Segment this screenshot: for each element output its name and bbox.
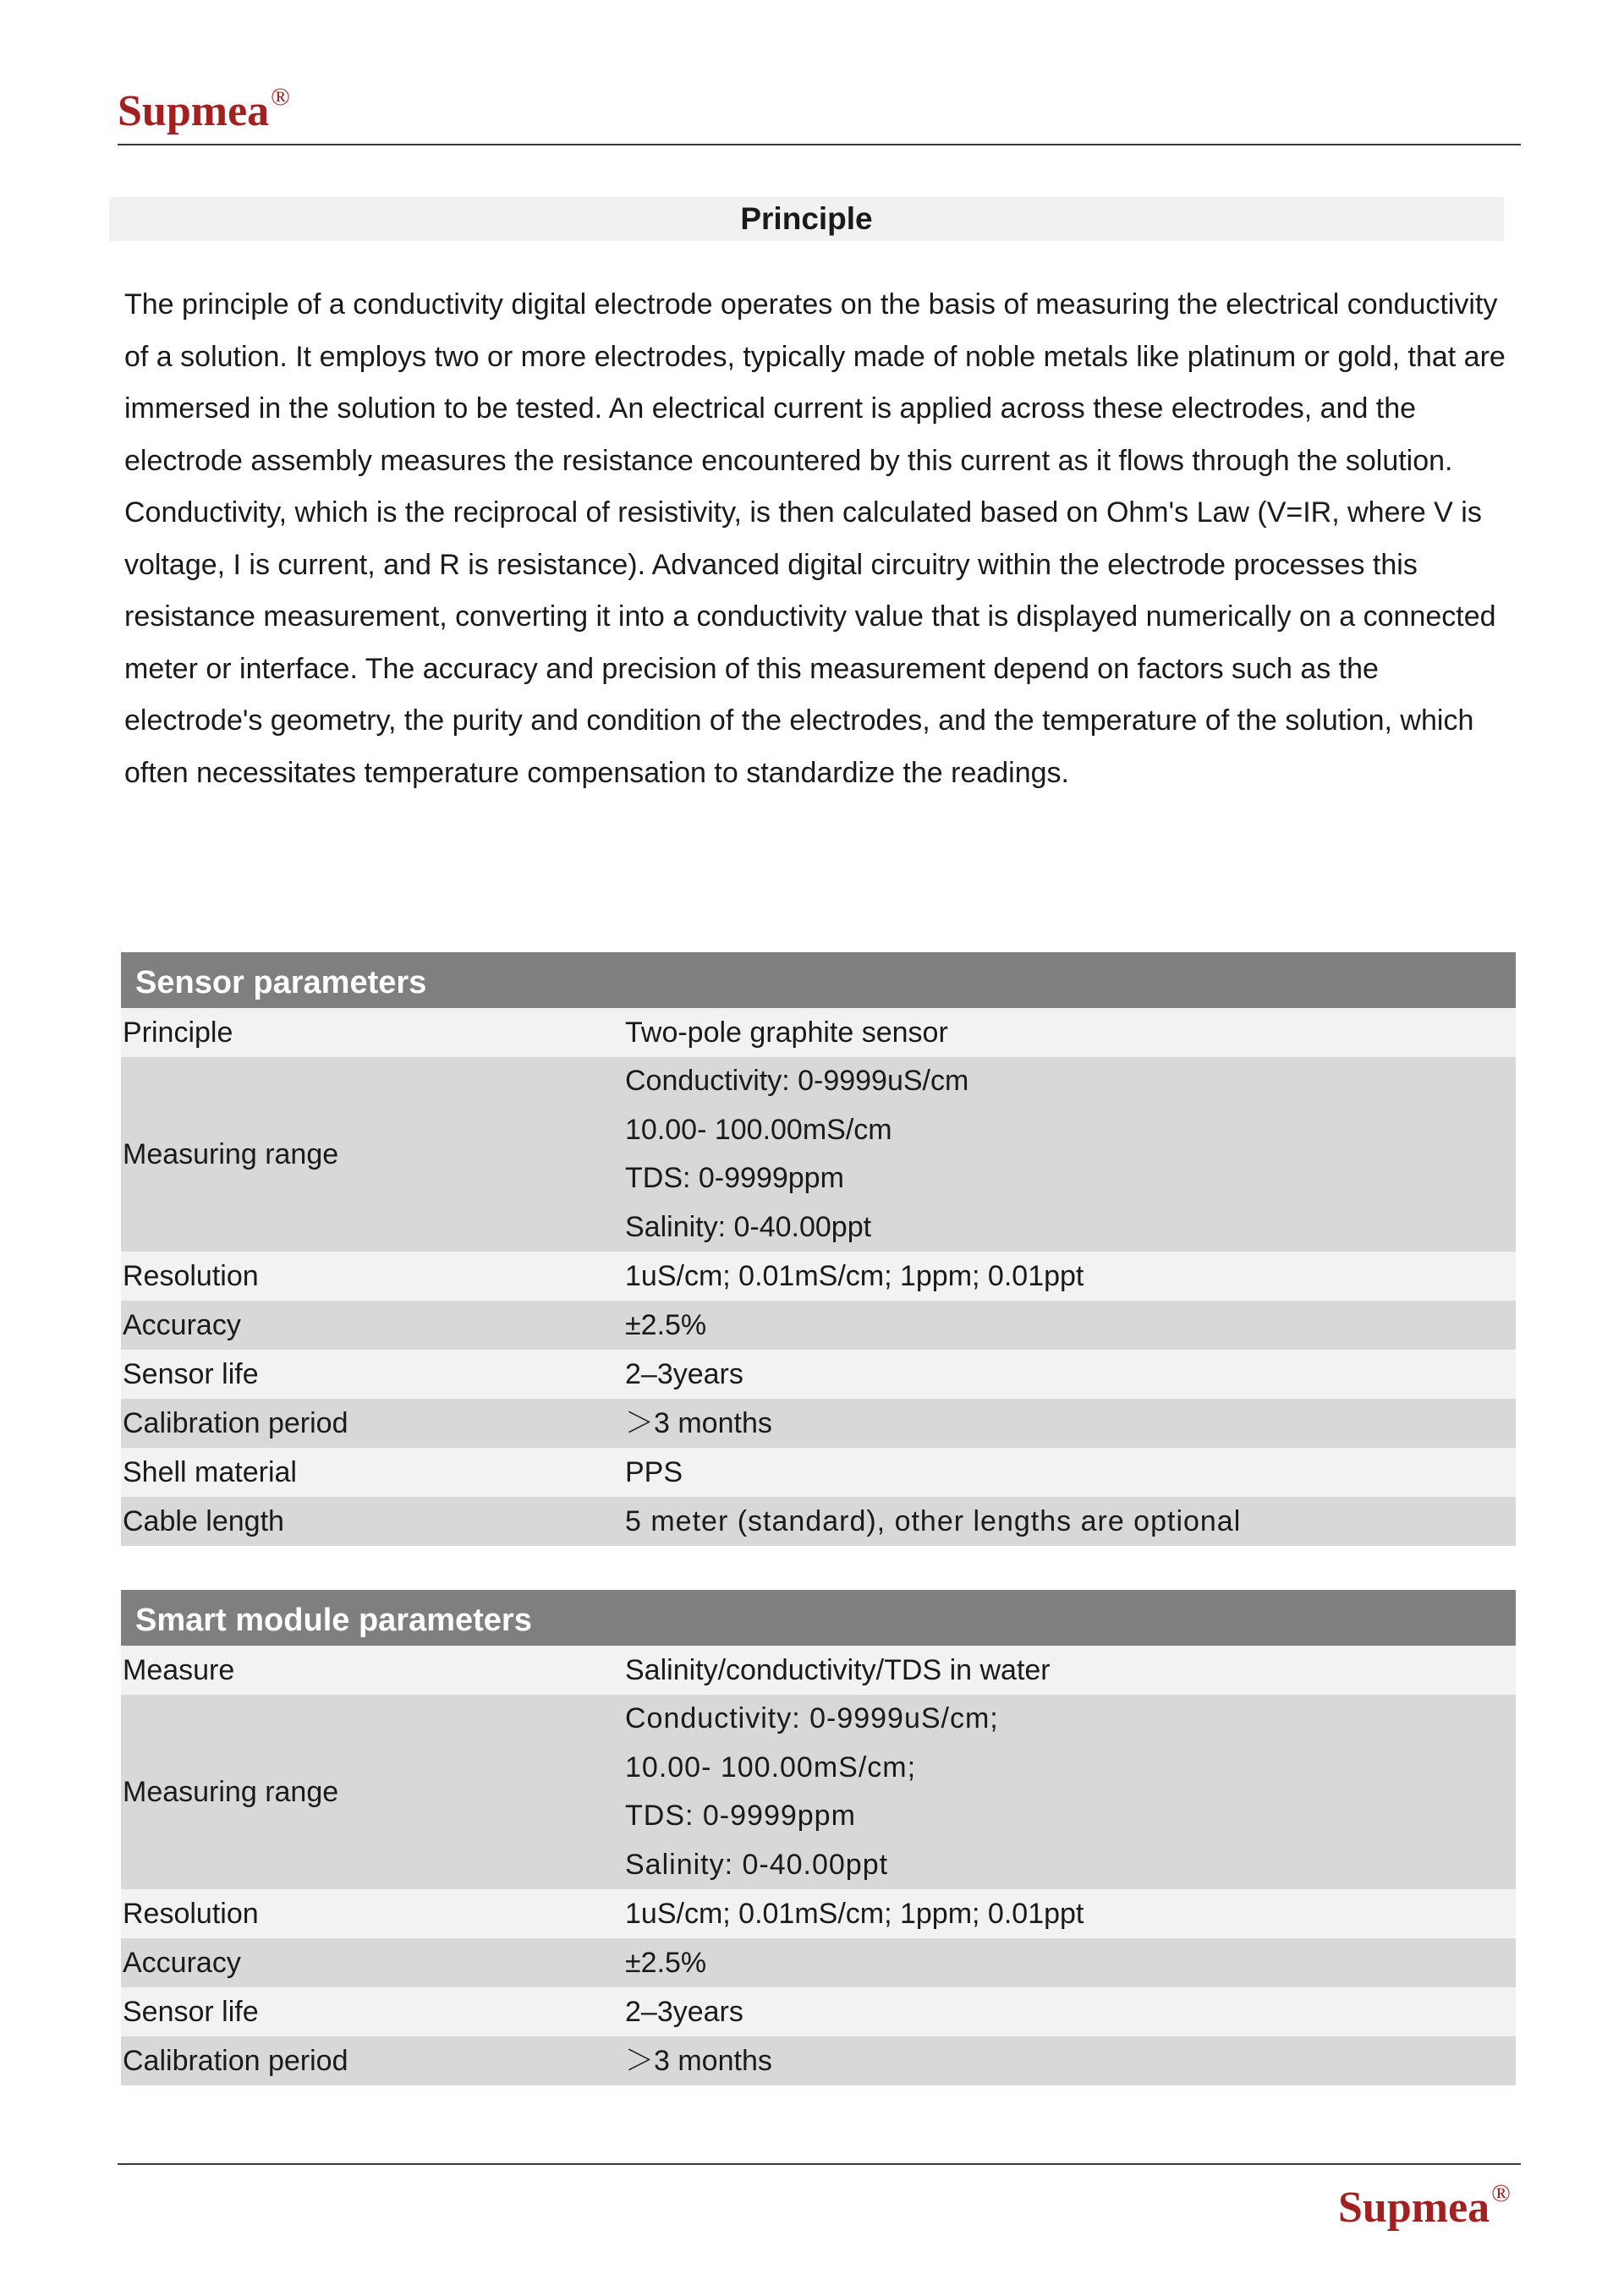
table-row <box>121 1008 1516 1057</box>
table-row <box>121 1350 1516 1399</box>
row-value: ±2.5% <box>625 1309 707 1341</box>
row-label: Measuring range <box>123 1775 339 1808</box>
table-row <box>121 1646 1516 1695</box>
table-row <box>121 1057 1516 1252</box>
table-row <box>121 1301 1516 1350</box>
row-value: 10.00- 100.00mS/cm; <box>625 1751 917 1784</box>
smart-module-parameters-table <box>121 1590 1516 2085</box>
row-value: 2–3years <box>625 1996 743 2028</box>
row-label: Calibration period <box>123 1407 348 1439</box>
registered-mark: ® <box>1491 2179 1511 2207</box>
row-value-group <box>625 1057 1516 1252</box>
row-value: 5 meter (standard), other lengths are optional <box>625 1505 1242 1537</box>
row-label: Measuring range <box>123 1137 339 1170</box>
registered-mark: ® <box>271 83 290 111</box>
row-value: Conductivity: 0-9999uS/cm <box>625 1065 969 1097</box>
principle-paragraph: The principle of a conductivity digital electrode operates on the basis of measuring the electrical conductivity of a solution. It employs two or more electrodes, typically made of noble metals like platinum or gold, that are immersed in the solution to be tested. An electrical current is applied across these electrodes, and the electrode assembly measures the resistance encountered by this current as it flows through the solution. Conductivity, which is the reciprocal of resistivity, is then calculated based on Ohm's Law (V=IR, where V is voltage, I is current, and R is resistance). Advanced digital circuitry within the electrode processes this resistance measurement, converting it into a conductivity value that is displayed numerically on a connected meter or interface. The accuracy and precision of this measurement depend on factors such as the electrode's geometry, the purity and condition of the electrodes, and the temperature of the solution, which often necessitates temperature compensation to standardize the readings. <box>124 288 1506 789</box>
table-row <box>121 1399 1516 1448</box>
row-value-group <box>625 1695 1516 1889</box>
smart-module-parameters-heading: Smart module parameters <box>121 1590 1516 1646</box>
row-value: Conductivity: 0-9999uS/cm; <box>625 1702 999 1734</box>
table-row <box>121 2036 1516 2085</box>
sensor-parameters-table <box>121 952 1516 1546</box>
sensor-parameters-heading: Sensor parameters <box>121 952 1516 1008</box>
row-label: Cable length <box>123 1505 284 1537</box>
row-value: 10.00- 100.00mS/cm <box>625 1113 892 1146</box>
table-row <box>121 1938 1516 1987</box>
row-value: ＞3 months <box>625 1407 772 1439</box>
table-row <box>121 1695 1516 1889</box>
row-value: ±2.5% <box>625 1947 707 1979</box>
row-value: Two-pole graphite sensor <box>625 1016 948 1049</box>
row-value: TDS: 0-9999ppm <box>625 1162 844 1194</box>
row-value: Salinity: 0-40.00ppt <box>625 1210 872 1243</box>
row-label: Accuracy <box>123 1309 241 1341</box>
table-row <box>121 1252 1516 1301</box>
row-label: Shell material <box>123 1456 297 1488</box>
row-label: Accuracy <box>123 1947 241 1979</box>
table-row <box>121 1987 1516 2036</box>
row-label: Principle <box>123 1016 233 1049</box>
row-value: PPS <box>625 1456 683 1488</box>
row-label: Calibration period <box>123 2045 348 2077</box>
principle-heading: Principle <box>109 197 1504 241</box>
footer-logo <box>1338 2179 1511 2232</box>
row-label: Sensor life <box>123 1358 259 1390</box>
table-row <box>121 1448 1516 1497</box>
table-row <box>121 1497 1516 1546</box>
header-logo <box>118 83 290 135</box>
row-value: 1uS/cm; 0.01mS/cm; 1ppm; 0.01ppt <box>625 1260 1084 1292</box>
row-value: ＞3 months <box>625 2045 772 2077</box>
table-row <box>121 1889 1516 1938</box>
row-value: 2–3years <box>625 1358 743 1390</box>
row-label: Resolution <box>123 1260 259 1292</box>
row-value: 1uS/cm; 0.01mS/cm; 1ppm; 0.01ppt <box>625 1898 1084 1930</box>
row-label: Sensor life <box>123 1996 259 2028</box>
row-label: Measure <box>123 1654 235 1686</box>
footer-logo-text: Supmea <box>1338 2184 1490 2232</box>
row-label: Resolution <box>123 1898 259 1930</box>
header-logo-text: Supmea <box>118 87 270 135</box>
row-value: Salinity: 0-40.00ppt <box>625 1848 889 1881</box>
header-divider <box>118 144 1521 145</box>
footer-divider <box>118 2163 1521 2165</box>
row-value: TDS: 0-9999ppm <box>625 1800 856 1832</box>
row-value: Salinity/conductivity/TDS in water <box>625 1654 1051 1686</box>
